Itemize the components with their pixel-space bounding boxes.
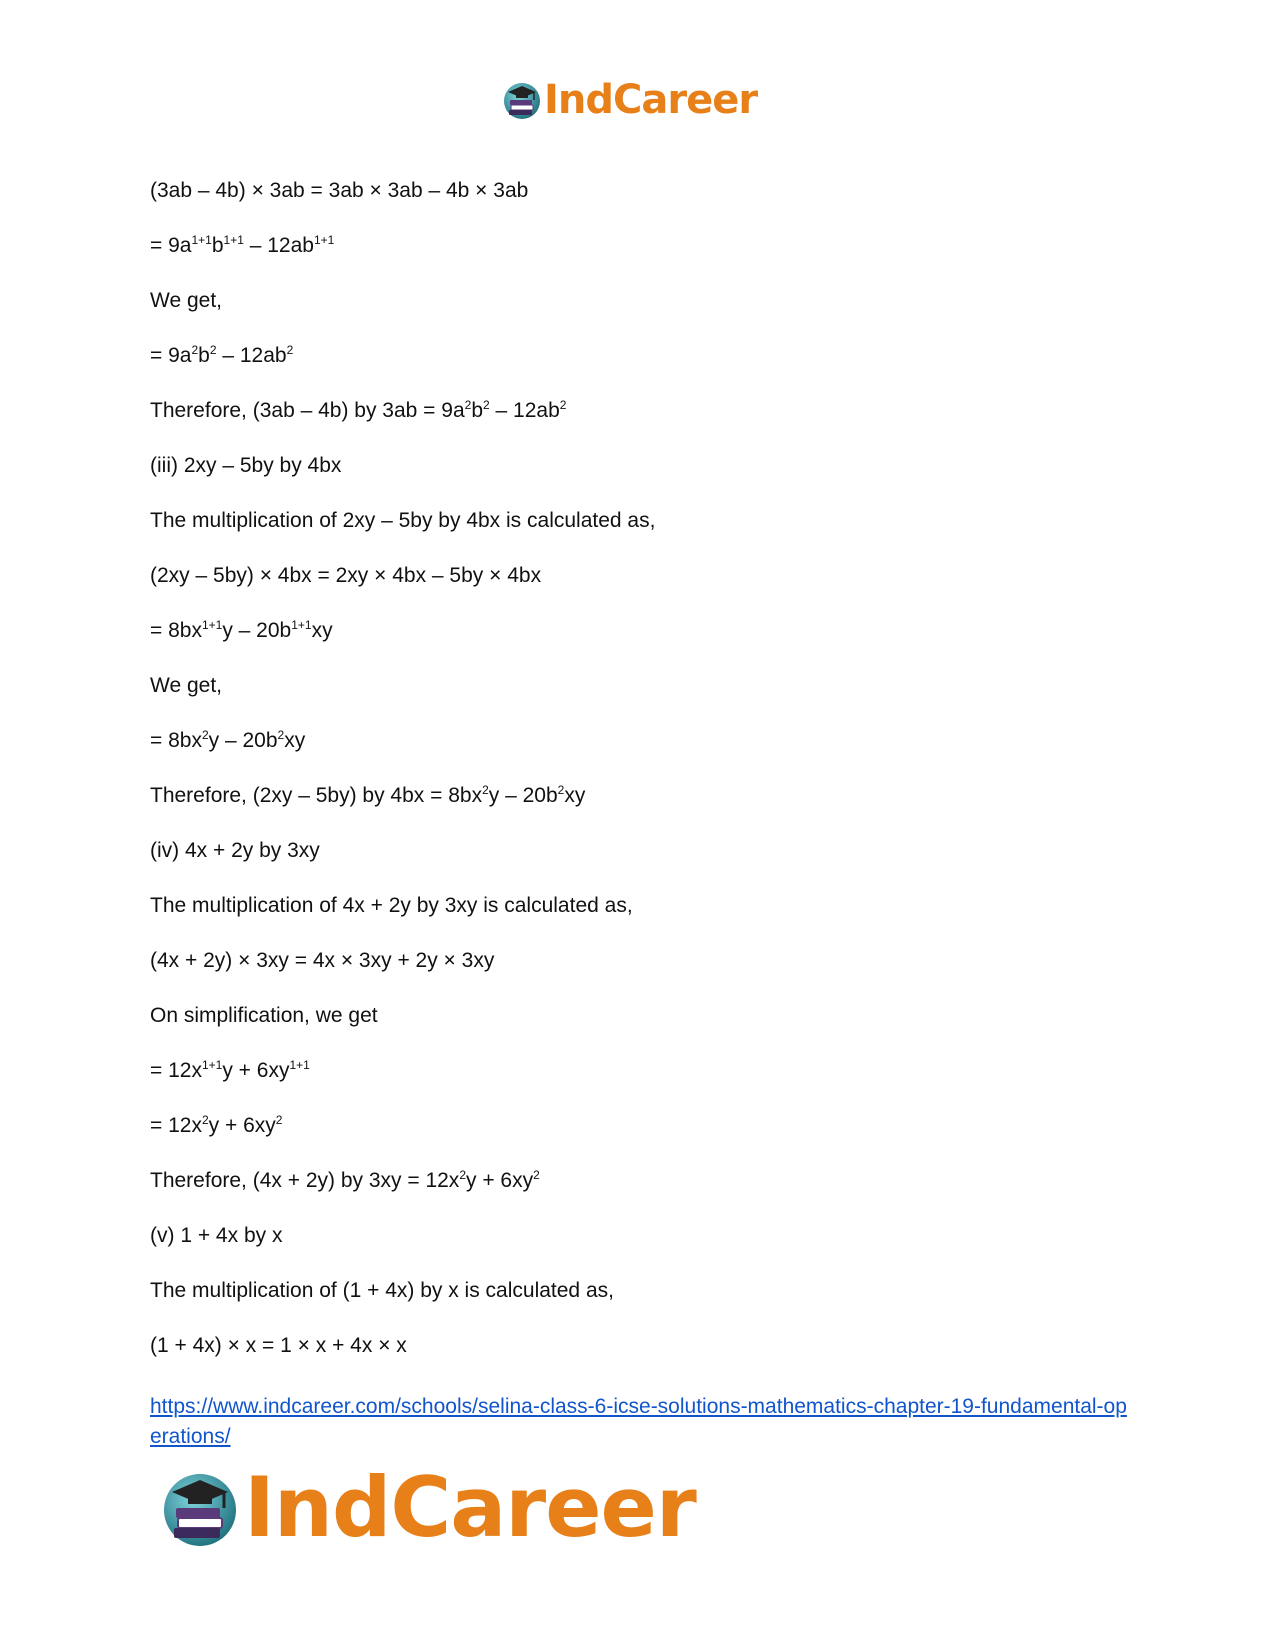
superscript: 2	[277, 728, 285, 742]
text-segment: Therefore, (4x + 2y) by 3xy = 12x	[150, 1169, 460, 1192]
text-segment: The multiplication of (1 + 4x) by x is calculated as,	[150, 1279, 614, 1302]
superscript: 2	[286, 343, 294, 357]
superscript: 2	[275, 1113, 283, 1127]
text-segment: y – 20b	[488, 784, 558, 807]
text-line	[150, 673, 1130, 699]
text-segment: (iv) 4x + 2y by 3xy	[150, 839, 320, 862]
text-segment: y + 6xy	[222, 1059, 290, 1082]
superscript: 2	[483, 398, 490, 412]
superscript: 1+1	[201, 618, 223, 632]
text-line	[150, 343, 1130, 369]
text-line	[150, 783, 1130, 809]
text-segment: (iii) 2xy – 5by by 4bx	[150, 454, 342, 477]
source-link[interactable]: https://www.indcareer.com/schools/selina-class-6-icse-solutions-mathematics-chapter-19-fundamental-operations/	[150, 1395, 1127, 1448]
text-segment: – 12ab	[216, 344, 287, 367]
text-line	[150, 618, 1130, 644]
text-segment: b	[471, 399, 483, 422]
superscript: 2	[209, 343, 217, 357]
text-line	[150, 948, 1130, 974]
text-segment: = 8bx	[150, 619, 202, 642]
text-segment: = 12x	[150, 1114, 202, 1137]
superscript: 2	[191, 343, 199, 357]
superscript: 2	[559, 398, 567, 412]
text-line	[150, 1333, 1130, 1359]
superscript: 1+1	[291, 618, 312, 632]
superscript: 2	[459, 1168, 466, 1182]
text-line	[150, 1003, 1130, 1029]
superscript: 1+1	[191, 233, 212, 247]
text-segment: The multiplication of 2xy – 5by by 4bx is calculated as,	[150, 509, 656, 532]
text-segment: y – 20b	[208, 729, 278, 752]
text-segment: Therefore, (3ab – 4b) by 3ab = 9a	[150, 399, 465, 422]
text-line	[150, 1223, 1130, 1249]
text-segment: b	[198, 344, 210, 367]
text-segment: (1 + 4x) × x = 1 × x + 4x × x	[150, 1334, 407, 1357]
text-segment: y + 6xy	[466, 1169, 534, 1192]
superscript: 2	[464, 398, 472, 412]
header-logo	[502, 77, 758, 123]
footer-logo	[160, 1459, 696, 1556]
text-segment: = 8bx	[150, 729, 202, 752]
text-segment: The multiplication of 4x + 2y by 3xy is calculated as,	[150, 894, 633, 917]
text-line	[150, 398, 1130, 424]
text-segment: = 12x	[150, 1059, 202, 1082]
text-segment: = 9a	[150, 234, 192, 257]
text-segment: Therefore, (2xy – 5by) by 4bx = 8bx	[150, 784, 483, 807]
superscript: 1+1	[289, 1058, 310, 1072]
text-segment: On simplification, we get	[150, 1004, 378, 1027]
text-segment: (v) 1 + 4x by x	[150, 1224, 283, 1247]
logo-text: IndCareer	[544, 77, 758, 123]
text-segment: We get,	[150, 289, 222, 312]
document-body	[150, 178, 1130, 1388]
text-segment: – 12ab	[489, 399, 560, 422]
text-line	[150, 453, 1130, 479]
text-line	[150, 1058, 1130, 1084]
text-line	[150, 1168, 1130, 1194]
graduation-cap-books-globe-icon	[502, 80, 542, 120]
logo-text: IndCareer	[244, 1459, 696, 1556]
text-line	[150, 288, 1130, 314]
text-segment: (3ab – 4b) × 3ab = 3ab × 3ab – 4b × 3ab	[150, 179, 529, 202]
text-line	[150, 1113, 1130, 1139]
superscript: 2	[533, 1168, 540, 1182]
text-line	[150, 838, 1130, 864]
superscript: 1+1	[201, 1058, 223, 1072]
text-segment: y + 6xy	[208, 1114, 276, 1137]
text-line	[150, 178, 1130, 204]
text-line	[150, 1278, 1130, 1304]
superscript: 2	[482, 783, 489, 797]
text-segment: (4x + 2y) × 3xy = 4x × 3xy + 2y × 3xy	[150, 949, 495, 972]
text-segment: y – 20b	[222, 619, 292, 642]
text-segment: We get,	[150, 674, 222, 697]
superscript: 2	[557, 783, 565, 797]
superscript: 2	[201, 1113, 209, 1127]
text-segment: = 9a	[150, 344, 192, 367]
text-segment: xy	[311, 619, 333, 642]
text-line	[150, 508, 1130, 534]
graduation-cap-books-globe-icon	[160, 1468, 240, 1548]
superscript: 1+1	[313, 233, 335, 247]
text-segment: xy	[284, 729, 306, 752]
superscript: 1+1	[223, 233, 244, 247]
text-segment: b	[211, 234, 224, 257]
text-segment: xy	[564, 784, 586, 807]
text-segment: – 12ab	[243, 234, 314, 257]
text-line	[150, 233, 1130, 259]
text-line	[150, 893, 1130, 919]
text-segment: (2xy – 5by) × 4bx = 2xy × 4bx – 5by × 4bx	[150, 564, 542, 587]
superscript: 2	[201, 728, 209, 742]
text-line	[150, 728, 1130, 754]
text-line	[150, 563, 1130, 589]
